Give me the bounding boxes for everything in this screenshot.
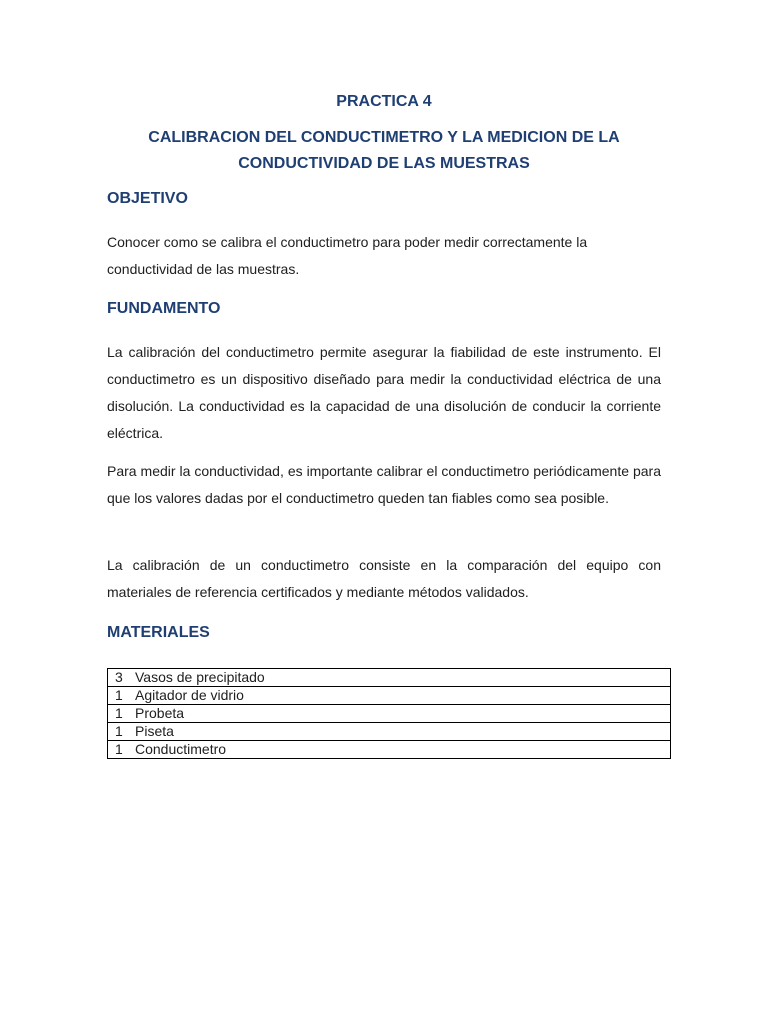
fundamento-paragraph-2: Para medir la conductividad, es importante calibrar el conductimetro periódicamente para que los valores dadas por el conductimetro queden tan fiables como sea posible. xyxy=(107,463,661,506)
objetivo-text: Conocer como se calibra el conductimetro para poder medir correctamente la conductividad de las muestras. xyxy=(107,234,588,277)
material-quantity: 1 xyxy=(108,687,134,705)
materials-table xyxy=(107,668,671,759)
material-name: Piseta xyxy=(133,723,671,741)
material-name: Probeta xyxy=(133,705,671,723)
fundamento-paragraph-1: La calibración del conductimetro permite asegurar la fiabilidad de este instrumento. El conductimetro es un dispositivo diseñado para medir la conductividad eléctrica de una disolución. La conductividad es la capacidad de una disolución de conducir la corriente eléctrica. xyxy=(107,344,661,441)
material-quantity: 1 xyxy=(108,723,134,741)
practice-number: PRACTICA 4 xyxy=(336,93,432,110)
material-quantity: 3 xyxy=(108,669,134,687)
table-row xyxy=(108,687,671,705)
table-row xyxy=(108,723,671,741)
material-name: Agitador de vidrio xyxy=(133,687,671,705)
materiales-heading: MATERIALES xyxy=(107,624,210,641)
material-quantity: 1 xyxy=(108,705,134,723)
table-row xyxy=(108,705,671,723)
table-row xyxy=(108,741,671,759)
material-name: Conductimetro xyxy=(133,741,671,759)
material-name: Vasos de precipitado xyxy=(133,669,671,687)
fundamento-paragraph-3: La calibración de un conductimetro consiste en la comparación del equipo con materiales de referencia certificados y mediante métodos validados. xyxy=(107,557,661,600)
fundamento-heading: FUNDAMENTO xyxy=(107,300,221,317)
document-title: CALIBRACION DEL CONDUCTIMETRO Y LA MEDICION DE LA CONDUCTIVIDAD DE LAS MUESTRAS xyxy=(148,129,620,172)
objetivo-heading: OBJETIVO xyxy=(107,190,188,207)
table-row xyxy=(108,669,671,687)
material-quantity: 1 xyxy=(108,741,134,759)
